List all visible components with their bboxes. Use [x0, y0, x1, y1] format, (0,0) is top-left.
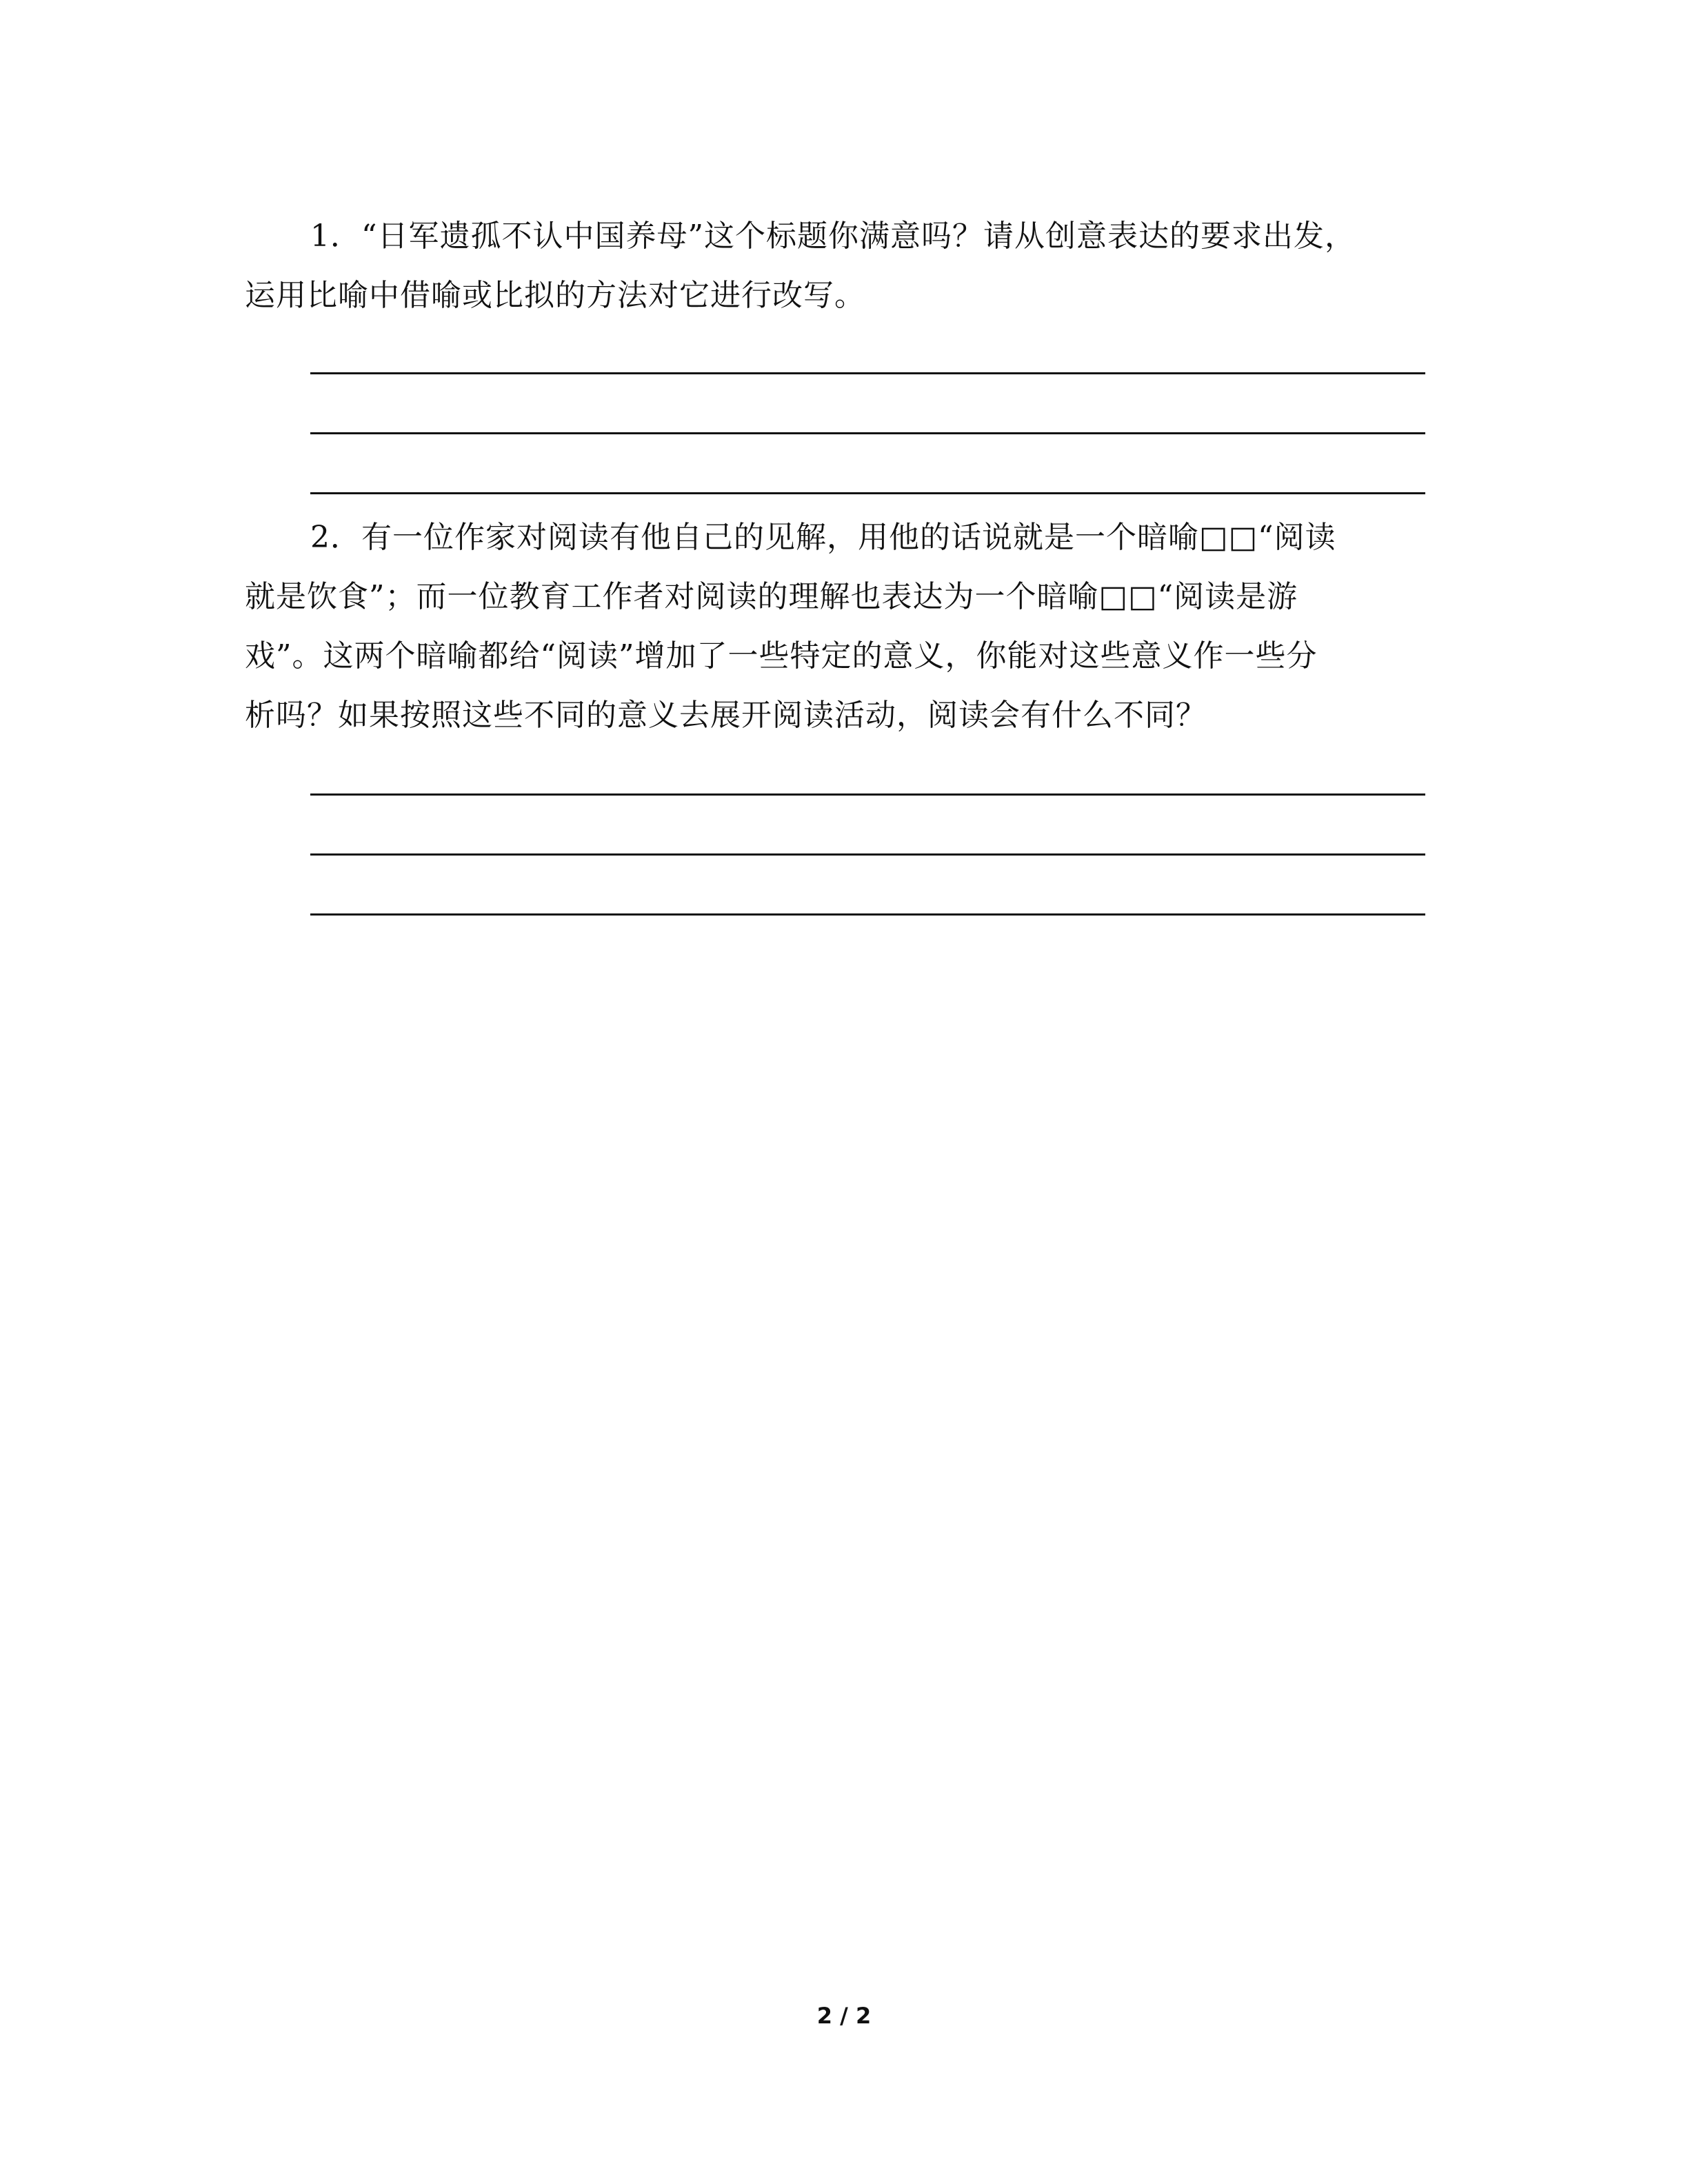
answer-line-1-3[interactable]: [310, 492, 1425, 494]
question-1: [245, 207, 1424, 325]
question-2-line-4: 析吗？如果按照这些不同的意义去展开阅读活动，阅读会有什么不同？: [245, 698, 1207, 733]
question-2: [245, 508, 1424, 745]
answer-line-1-1[interactable]: [310, 372, 1425, 374]
answer-line-2-2[interactable]: [310, 853, 1425, 856]
answer-line-2-1[interactable]: [310, 793, 1425, 796]
answer-line-1-2[interactable]: [310, 432, 1425, 434]
question-1-line-1: 1．“日军遗孤不认中国养母”这个标题你满意吗？请从创意表达的要求出发，: [310, 219, 1356, 254]
question-2-line-3: 戏”。这两个暗喻都给“阅读”增加了一些特定的意义，你能对这些意义作一些分: [245, 638, 1318, 674]
answer-line-2-3[interactable]: [310, 913, 1425, 916]
question-1-line-2: 运用比喻中借喻或比拟的方法对它进行改写。: [245, 278, 865, 313]
question-2-line-1: 2．有一位作家对阅读有他自己的见解，用他的话说就是一个暗喻□□“阅读: [310, 520, 1336, 555]
question-2-line-2: 就是饮食”；而一位教育工作者对阅读的理解也表达为一个暗喻□□“阅读是游: [245, 579, 1298, 614]
page-number: 2 / 2: [816, 2003, 872, 2029]
